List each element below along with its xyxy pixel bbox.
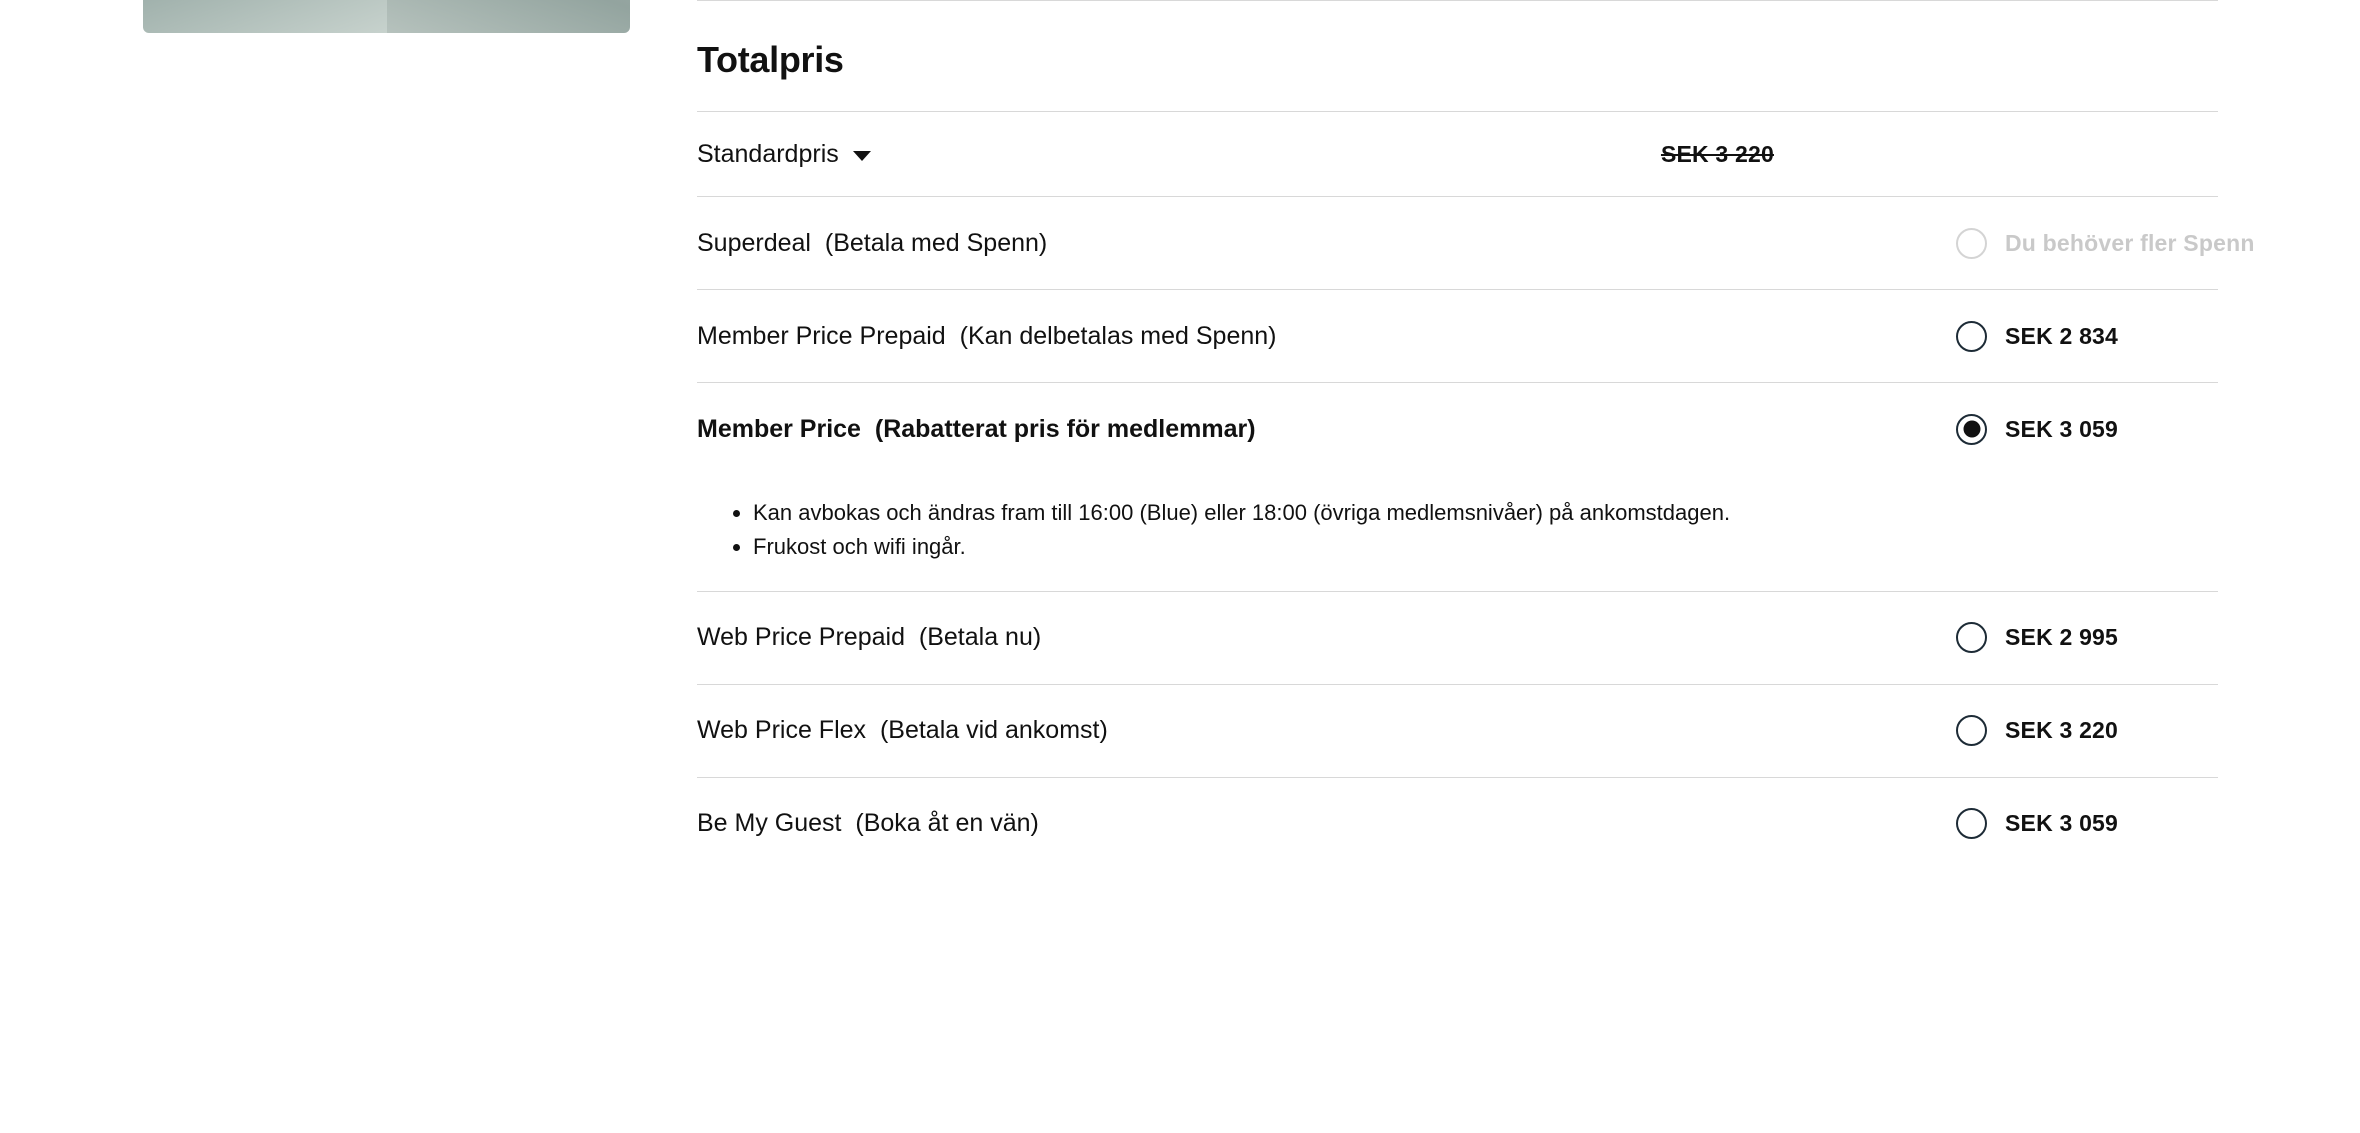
rate-option-name: Web Price Flex [697, 716, 867, 745]
rate-option-right [1956, 715, 2216, 746]
page-title: Totalpris [697, 39, 844, 80]
rate-option-label-group [697, 415, 1256, 444]
rate-option-web-price-flex[interactable] [697, 685, 2218, 777]
rate-option-name: Web Price Prepaid [697, 623, 905, 652]
rate-option-price: SEK 3 220 [2005, 717, 2119, 744]
thumbnail-image-right [387, 0, 631, 33]
rate-option-right [1956, 228, 2255, 259]
standard-price-row[interactable] [697, 112, 2218, 196]
radio-button-superdeal[interactable] [1956, 228, 1987, 259]
radio-button-member-price[interactable] [1956, 414, 1987, 445]
rate-option-member-price-prepaid[interactable] [697, 290, 2218, 382]
rate-option-label-group [697, 322, 1277, 351]
rate-option-name: Member Price Prepaid [697, 321, 946, 350]
rate-option-member-price[interactable] [697, 383, 2218, 475]
rate-option-web-price-prepaid[interactable] [697, 592, 2218, 684]
rate-option-right [1956, 622, 2216, 653]
standard-price-value: SEK 3 220 [1660, 140, 1774, 167]
rate-option-label-group [697, 229, 1047, 258]
room-photo-thumbnail[interactable] [143, 0, 630, 33]
rate-option-detail: (Betala vid ankomst) [879, 716, 1108, 745]
thumbnail-image-left [143, 0, 387, 33]
rate-option-detail: (Betala med Spenn) [824, 228, 1048, 257]
rate-option-name: Member Price [697, 414, 861, 443]
rate-option-detail: (Betala nu) [918, 623, 1042, 652]
rate-option-label-group [697, 809, 1039, 838]
rate-option-detail: (Kan delbetalas med Spenn) [959, 321, 1277, 350]
rate-option-superdeal[interactable] [697, 197, 2255, 289]
rate-option-right [1956, 808, 2216, 839]
standard-price-label-group [697, 140, 871, 169]
rate-detail-item: • Kan avbokas och ändras fram till 16:00 (Blue) eller 18:00 (övriga medlemsnivåer) på ankomstdagen. [753, 497, 2218, 529]
rate-option-name: Be My Guest [697, 809, 842, 838]
standard-price-value-group [1661, 141, 2218, 168]
total-price-panel [697, 0, 2255, 870]
chevron-down-icon[interactable] [853, 151, 871, 161]
radio-button-web-price-prepaid[interactable] [1956, 622, 1987, 653]
rate-option-right [1956, 321, 2216, 352]
rate-option-be-my-guest[interactable] [697, 778, 2218, 870]
rate-option-price: SEK 2 834 [2005, 322, 2119, 349]
rate-option-detail: (Boka åt en vän) [855, 809, 1039, 838]
rate-option-price: SEK 2 995 [2005, 624, 2119, 651]
radio-button-web-price-flex[interactable] [1956, 715, 1987, 746]
rate-detail-item: • Frukost och wifi ingår. [753, 531, 2218, 563]
rate-option-price: Du behöver fler Spenn [2005, 229, 2255, 256]
radio-button-be-my-guest[interactable] [1956, 808, 1987, 839]
rate-option-right [1956, 414, 2216, 445]
rate-option-price: SEK 3 059 [2005, 810, 2119, 837]
rate-option-label-group [697, 716, 1108, 745]
rate-option-name: Superdeal [697, 228, 811, 257]
radio-button-member-price-prepaid[interactable] [1956, 321, 1987, 352]
rate-option-label-group [697, 623, 1041, 652]
standard-price-label: Standardpris [697, 139, 839, 168]
rate-option-detail: (Rabatterat pris för medlemmar) [874, 414, 1256, 443]
rate-option-price: SEK 3 059 [2005, 415, 2119, 442]
selected-rate-details [697, 475, 2218, 591]
